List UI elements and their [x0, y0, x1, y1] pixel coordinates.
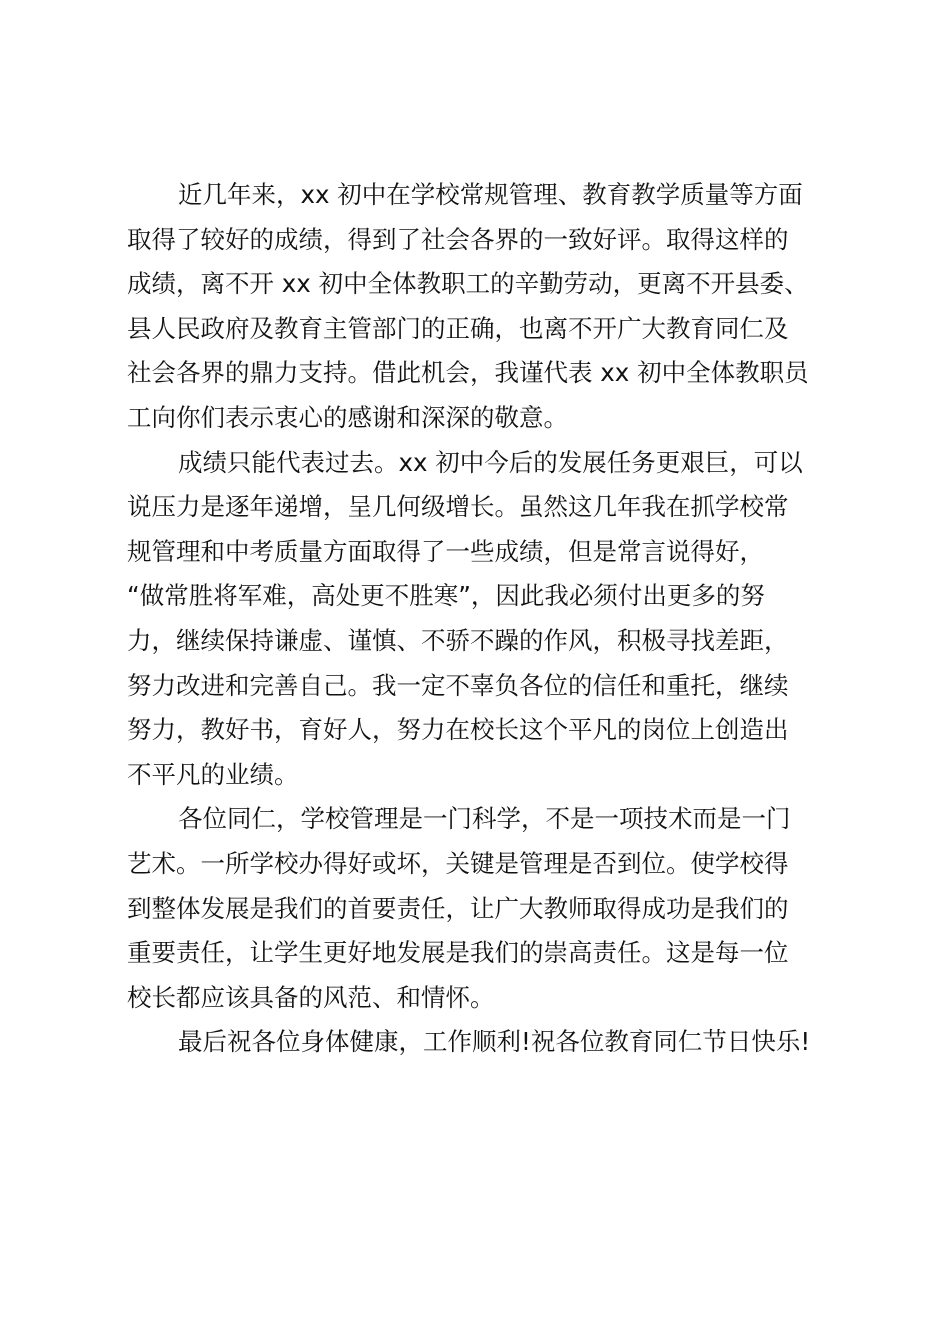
paragraph-4 [127, 1020, 833, 1065]
text-line: 各位同仁，学校管理是一门科学，不是一项技术而是一门 [178, 804, 791, 834]
text-line: 最后祝各位身体健康，工作顺利!祝各位教育同仁节日快乐! [178, 1027, 811, 1057]
text-line: 努力，教好书，育好人，努力在校长这个平凡的岗位上创造出 [127, 715, 789, 745]
text-line: 社会各界的鼎力支持。借此机会，我谨代表 xx 初中全体教职员 [127, 358, 809, 388]
text-line: 校长都应该具备的风范、和情怀。 [127, 982, 495, 1012]
text-line: 力，继续保持谦虚、谨慎、不骄不躁的作风，积极寻找差距， [127, 625, 789, 655]
text-line: 成绩，离不开 xx 初中全体教职工的辛勤劳动，更离不开县委、 [127, 269, 809, 299]
paragraph-3 [127, 797, 833, 1020]
paragraph-2 [127, 441, 833, 798]
text-line: 成绩只能代表过去。xx 初中今后的发展任务更艰巨，可以 [178, 447, 803, 477]
text-line: 说压力是逐年递增，呈几何级增长。虽然这几年我在抓学校常 [127, 492, 789, 522]
text-line: 艺术。一所学校办得好或坏，关键是管理是否到位。使学校得 [127, 848, 789, 878]
document-body [127, 173, 833, 1065]
text-line: 县人民政府及教育主管部门的正确，也离不开广大教育同仁及 [127, 313, 789, 343]
text-line: 工向你们表示衷心的感谢和深深的敬意。 [127, 402, 568, 432]
text-line: 取得了较好的成绩，得到了社会各界的一致好评。取得这样的 [127, 224, 789, 254]
paragraph-1 [127, 173, 833, 441]
text-line: 规管理和中考质量方面取得了一些成绩，但是常言说得好， [127, 536, 764, 566]
text-line: 近几年来，xx 初中在学校常规管理、教育教学质量等方面 [178, 180, 803, 209]
text-line: 到整体发展是我们的首要责任，让广大教师取得成功是我们的 [127, 893, 789, 923]
text-line: 不平凡的业绩。 [127, 759, 299, 789]
text-line: 努力改进和完善自己。我一定不辜负各位的信任和重托，继续 [127, 670, 789, 700]
text-line: 重要责任，让学生更好地发展是我们的崇高责任。这是每一位 [127, 938, 789, 968]
text-line: “做常胜将军难，高处更不胜寒”，因此我必须付出更多的努 [127, 581, 765, 611]
